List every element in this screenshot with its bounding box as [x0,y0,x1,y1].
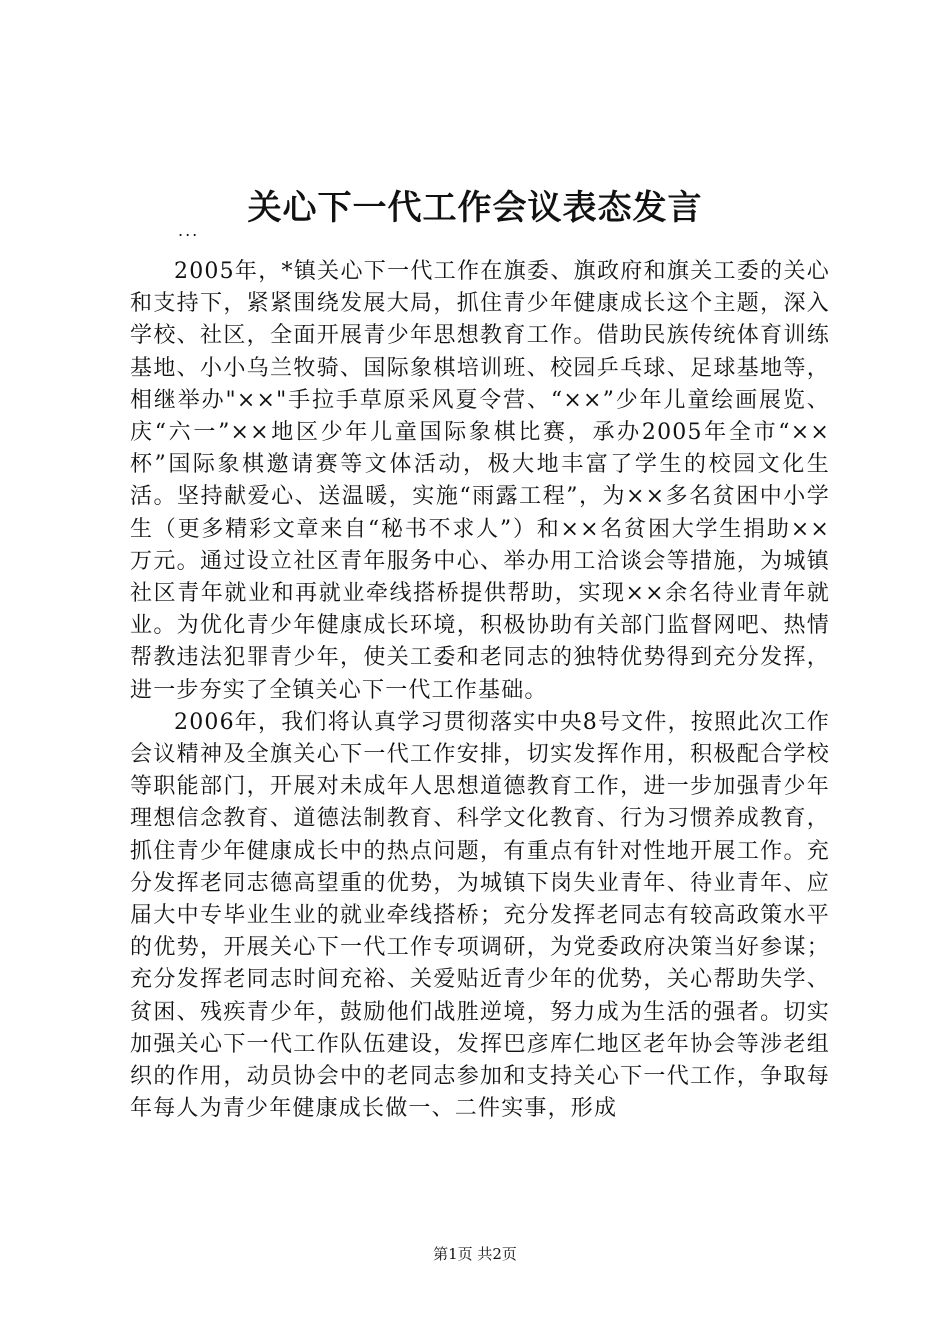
ellipsis-marker: ... [178,221,200,240]
paragraph: 2006年，我们将认真学习贯彻落实中央8号文件，按照此次工作会议精神及全旗关心下一代工作安排，切实发挥作用，积极配合学校等职能部门，开展对未成年人思想道德教育工作，进一步加强青少年理想信念教育、道德法制教育、科学文化教育、行为习惯养成教育，抓住青少年健康成长中的热点问题，有重点有针对性地开展工作。充分发挥老同志德高望重的优势，为城镇下岗失业青年、待业青年、应届大中专毕业生业的就业牵线搭桥；充分发挥老同志有较高政策水平的优势，开展关心下一代工作专项调研，为党委政府决策当好参谋；充分发挥老同志时间充裕、关爱贴近青少年的优势，关心帮助失学、贫困、残疾青少年，鼓励他们战胜逆境，努力成为生活的强者。切实加强关心下一代工作队伍建设，发挥巴彦库仁地区老年协会等涉老组织的作用，动员协会中的老同志参加和支持关心下一代工作，争取每年每人为青少年健康成长做一、二件实事，形成 [130,709,830,1122]
page-number-footer: 第1页 共2页 [433,1245,517,1263]
document-body [130,256,830,1125]
document-title: 关心下一代工作会议表态发言 [247,188,703,228]
paragraph: 2005年，*镇关心下一代工作在旗委、旗政府和旗关工委的关心和支持下，紧紧围绕发展大局，抓住青少年健康成长这个主题，深入学校、社区，全面开展青少年思想教育工作。借助民族传统体育训练基地、小小乌兰牧骑、国际象棋培训班、校园乒乓球、足球基地等，相继举办"××"手拉手草原采风夏令营、“××”少年儿童绘画展览、庆“六一”××地区少年儿童国际象棋比赛，承办2005年全市“××杯”国际象棋邀请赛等文体活动，极大地丰富了学生的校园文化生活。坚持献爱心、送温暖，实施“雨露工程”，为××多名贫困中小学生（更多精彩文章来自“秘书不求人”）和××名贫困大学生捐助××万元。通过设立社区青年服务中心、举办用工洽谈会等措施，为城镇社区青年就业和再就业牵线搭桥提供帮助，实现××余名待业青年就业。为优化青少年健康成长环境，积极协助有关部门监督网吧、热情帮教违法犯罪青少年，使关工委和老同志的独特优势得到充分发挥，进一步夯实了全镇关心下一代工作基础。 [130,259,830,703]
